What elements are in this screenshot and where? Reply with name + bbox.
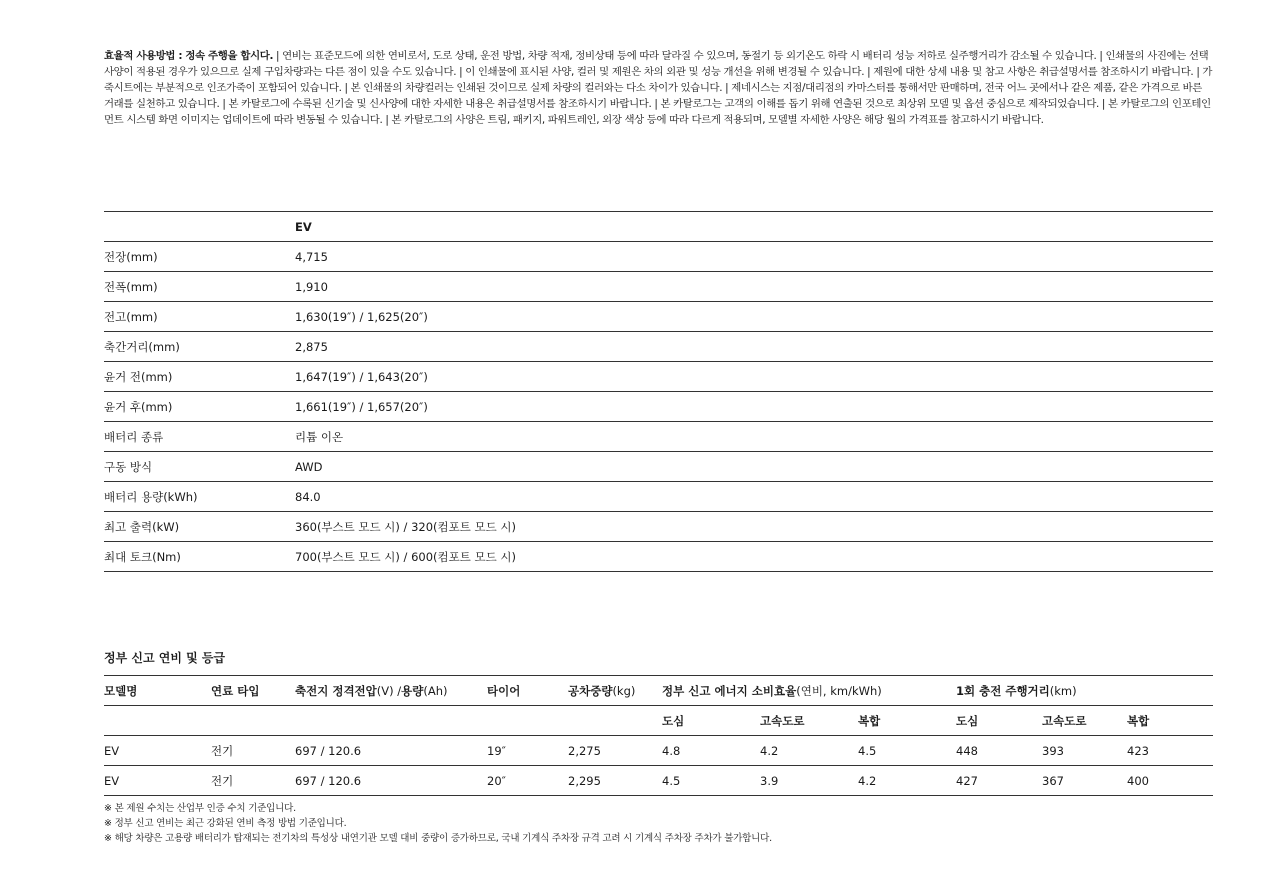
footnotes xyxy=(104,801,772,846)
spec-label: 전장(mm) xyxy=(104,249,158,264)
spec-value: 84.0 xyxy=(295,489,321,504)
weight-cell: 2,295 xyxy=(568,773,601,788)
range-label: 1회 충전 주행거리 xyxy=(956,683,1050,698)
col-efficiency-header xyxy=(662,676,882,705)
spec-value: 700(부스트 모드 시) / 600(컴포트 모드 시) xyxy=(295,549,516,564)
battery-cell: 697 / 120.6 xyxy=(295,773,362,788)
disclaimer-paragraph xyxy=(104,48,1214,128)
disclaimer-lead: 효율적 사용방법 : 정속 주행을 합시다. xyxy=(104,50,274,62)
spec-row xyxy=(104,422,1213,452)
weight-cell: 2,275 xyxy=(568,743,601,758)
eff-combined-cell: 4.5 xyxy=(858,743,877,758)
eff-highway-cell: 4.2 xyxy=(760,743,779,758)
battery-voltage-label: 축전지 정격전압 xyxy=(295,683,377,698)
fuel-type-cell: 전기 xyxy=(211,743,234,758)
col-fuel-type-header: 연료 타입 xyxy=(211,683,260,698)
weight-label: 공차중량 xyxy=(568,683,613,698)
spec-value: 1,661(19″) / 1,657(20″) xyxy=(295,399,428,414)
spec-row xyxy=(104,272,1213,302)
spec-row xyxy=(104,512,1213,542)
range-highway-cell: 367 xyxy=(1042,773,1064,788)
spec-row xyxy=(104,302,1213,332)
weight-unit: (kg) xyxy=(612,683,636,698)
battery-capacity-label: 용량 xyxy=(401,683,424,698)
fuel-type-cell: 전기 xyxy=(211,773,234,788)
spec-row xyxy=(104,362,1213,392)
range-highway-header: 고속도로 xyxy=(1042,713,1087,728)
battery-cell: 697 / 120.6 xyxy=(295,743,362,758)
spec-value: 리튬 이온 xyxy=(295,429,344,444)
eff-city-cell: 4.5 xyxy=(662,773,681,788)
spec-value: 2,875 xyxy=(295,339,328,354)
fuel-table-row xyxy=(104,766,1213,796)
range-unit: (km) xyxy=(1049,683,1077,698)
col-range-header xyxy=(956,676,1077,705)
spec-row xyxy=(104,242,1213,272)
eff-combined-cell: 4.2 xyxy=(858,773,877,788)
col-battery-header xyxy=(295,676,448,705)
spec-label: 구동 방식 xyxy=(104,459,153,474)
model-cell: EV xyxy=(104,743,120,758)
col-tire-header: 타이어 xyxy=(487,683,521,698)
footnote: ※ 해당 차량은 고용량 배터리가 탑재되는 전기차의 특성상 내연기관 모델 대비 중량이 증가하므로, 국내 기계식 주차장 규격 고려 시 기계식 주차장 주차가 불가합니다. xyxy=(104,833,772,844)
disclaimer-text: | 연비는 표준모드에 의한 연비로서, 도로 상태, 운전 방법, 차량 적재, 정비상태 등에 따라 달라질 수 있으며, 동절기 등 외기온도 하락 시 배터리 성능 저하로 실주행거리가 감소될 수 있습니다. | 인쇄물의 사진에는 선택사양이 적용된 경우가 있으므로 실제 구입차량과는 다른 점이 있을 수도 있습니다. | 이 인쇄물에 표시된 사양, 컬러 및 제원은 차의 외관 및 성능 개선을 위해 변경될 수 있습니다. | 제원에 대한 상세 내용 및 참고 사항은 취급설명서를 참조하시기 바랍니다. | 가죽시트에는 부분적으로 인조가죽이 포함되어 있습니다. | 본 인쇄물의 차량컬러는 인쇄된 것이므로 실제 차량의 컬러와는 다소 차이가 있습니다. | 제네시스는 지점/대리점의 카마스터를 통해서만 판매하며, 전국 어느 곳에서나 같은 제품, 같은 가격으로 바른 거래를 실천하고 있습니다. | 본 카탈로그에 수록된 신기술 및 신사양에 대한 자세한 내용은 취급설명서를 참조하시기 바랍니다. | 본 카탈로그는 고객의 이해를 돕기 위해 연출된 것으로 최상위 모델 및 옵션 중심으로 제작되었습니다. | 본 카탈로그의 인포테인먼트 시스템 화면 이미지는 업데이트에 따라 변동될 수 있습니다. | 본 카탈로그의 사양은 트림, 패키지, 파워트레인, 외장 색상 등에 따라 다르게 적용되며, 모델별 자세한 사양은 해당 월의 가격표를 참고하시기 바랍니다. xyxy=(104,50,1213,126)
spec-label: 최고 출력(kW) xyxy=(104,519,180,534)
spec-row xyxy=(104,392,1213,422)
spec-label: 배터리 종류 xyxy=(104,429,164,444)
efficiency-label: 정부 신고 에너지 소비효율 xyxy=(662,683,797,698)
spec-value: 360(부스트 모드 시) / 320(컴포트 모드 시) xyxy=(295,519,516,534)
spec-value: 1,910 xyxy=(295,279,328,294)
eff-city-header: 도심 xyxy=(662,713,685,728)
spec-label: 윤거 전(mm) xyxy=(104,369,173,384)
spec-label: 전폭(mm) xyxy=(104,279,158,294)
footnote: ※ 정부 신고 연비는 최근 강화된 연비 측정 방법 기준입니다. xyxy=(104,818,347,829)
fuel-table-row xyxy=(104,736,1213,766)
range-city-header: 도심 xyxy=(956,713,979,728)
battery-voltage-unit: (V) / xyxy=(376,683,402,698)
col-weight-header xyxy=(568,676,635,705)
fuel-table xyxy=(104,675,1213,796)
tire-cell: 19″ xyxy=(487,743,506,758)
spec-label: 윤거 후(mm) xyxy=(104,399,173,414)
col-model-header: 모델명 xyxy=(104,683,138,698)
spec-value: AWD xyxy=(295,459,323,474)
tire-cell: 20″ xyxy=(487,773,506,788)
range-combined-cell: 423 xyxy=(1127,743,1149,758)
spec-header-ev: EV xyxy=(295,219,312,234)
range-highway-cell: 393 xyxy=(1042,743,1064,758)
spec-row xyxy=(104,332,1213,362)
spec-table xyxy=(104,211,1213,572)
spec-label: 배터리 용량(kWh) xyxy=(104,489,198,504)
fuel-header-row-1 xyxy=(104,676,1213,706)
range-combined-header: 복합 xyxy=(1127,713,1150,728)
spec-row xyxy=(104,542,1213,572)
spec-header-row xyxy=(104,212,1213,242)
battery-capacity-unit: (Ah) xyxy=(423,683,448,698)
range-city-cell: 448 xyxy=(956,743,978,758)
fuel-section-title: 정부 신고 연비 및 등급 xyxy=(104,651,226,665)
spec-value: 4,715 xyxy=(295,249,328,264)
eff-combined-header: 복합 xyxy=(858,713,881,728)
eff-city-cell: 4.8 xyxy=(662,743,681,758)
range-city-cell: 427 xyxy=(956,773,978,788)
efficiency-unit: (연비, km/kWh) xyxy=(796,683,882,698)
fuel-header-row-2 xyxy=(104,706,1213,736)
footnote: ※ 본 제원 수치는 산업부 인증 수치 기준입니다. xyxy=(104,803,296,814)
spec-value: 1,647(19″) / 1,643(20″) xyxy=(295,369,428,384)
spec-value: 1,630(19″) / 1,625(20″) xyxy=(295,309,428,324)
spec-label: 축간거리(mm) xyxy=(104,339,180,354)
spec-label: 전고(mm) xyxy=(104,309,158,324)
spec-row xyxy=(104,452,1213,482)
eff-highway-cell: 3.9 xyxy=(760,773,779,788)
spec-label: 최대 토크(Nm) xyxy=(104,549,181,564)
eff-highway-header: 고속도로 xyxy=(760,713,805,728)
spec-row xyxy=(104,482,1213,512)
model-cell: EV xyxy=(104,773,120,788)
range-combined-cell: 400 xyxy=(1127,773,1149,788)
